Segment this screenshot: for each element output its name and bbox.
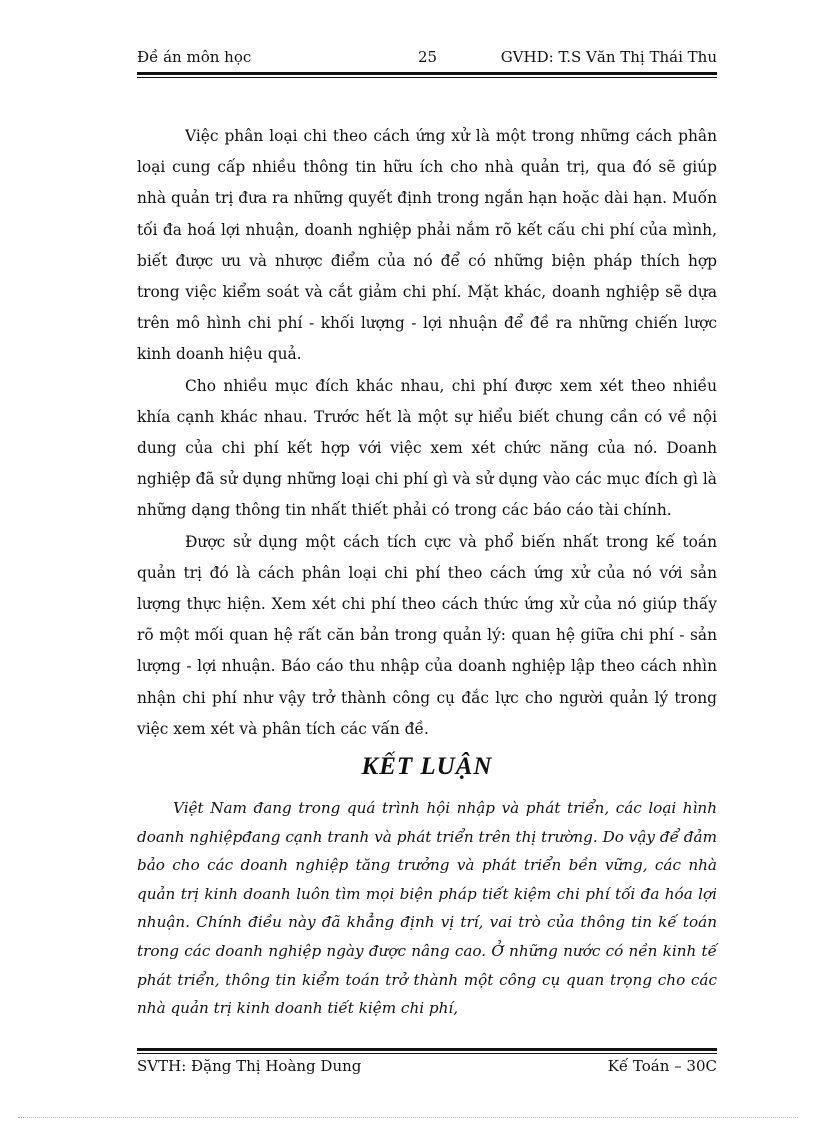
page-footer: [137, 1057, 717, 1079]
conclusion-section: [137, 794, 717, 1023]
body-paragraph: Được sử dụng một cách tích cực và phổ biến nhất trong kế toán quản trị đó là cách phân loại chi phí theo cách ứng xử của nó với sản lượng thực hiện. Xem xét chi phí theo cách thức ứng xử của nó giúp thấy rõ một mối quan hệ rất căn bản trong quản lý: quan hệ giữa chi phí - sản lượng - lợi nhuận. Báo cáo thu nhập của doanh nghiệp lập theo cách nhìn nhận chi phí như vậy trở thành công cụ đắc lực cho người quản lý trong việc xem xét và phân tích các vấn đề.: [137, 532, 717, 738]
conclusion-paragraph: Việt Nam đang trong quá trình hội nhập và phát triển, các loại hình doanh nghiệpđang cạnh tranh và phát triển trên thị trường. Do vậy để đảm bảo cho các doanh nghiệp tăng trưởng và phát triển bền vững, các nhà quản trị kinh doanh luôn tìm mọi biện pháp tiết kiệm chi phí tối đa hóa lợi nhuận. Chính điều này đã khẳng định vị trí, vai trò của thông tin kế toán trong các doanh nghiệp ngày được nâng cao. Ở những nước có nền kinh tế phát triển, thông tin kiểm toán trở thành một công cụ quan trọng cho các nhà quản trị kinh doanh tiết kiệm chi phí,: [137, 799, 717, 1018]
footer-rule-thick: [137, 1048, 717, 1051]
page-header: [137, 48, 717, 70]
body-paragraph: Cho nhiều mục đích khác nhau, chi phí được xem xét theo nhiều khía cạnh khác nhau. Trước hết là một sự hiểu biết chung cần có về nội dung của chi phí kết hợp với việc xem xét chức năng của nó. Doanh nghiệp đã sử dụng những loại chi phí gì và sử dụng vào các mục đích gì là những dạng thông tin nhất thiết phải có trong các báo cáo tài chính.: [137, 376, 717, 520]
page-number: 25: [418, 48, 438, 66]
header-rule-thick: [137, 72, 717, 75]
footer-class: Kế Toán – 30C: [607, 1057, 717, 1075]
footer-rule-thin: [137, 1053, 717, 1054]
header-rule-thin: [137, 77, 717, 78]
footer-student: SVTH: Đặng Thị Hoàng Dung: [137, 1057, 362, 1075]
body-paragraph: Việc phân loại chi theo cách ứng xử là một trong những cách phân loại cung cấp nhiều thông tin hữu ích cho nhà quản trị, qua đó sẽ giúp nhà quản trị đưa ra những quyết định trong ngắn hạn hoặc dài hạn. Muốn tối đa hoá lợi nhuận, doanh nghiệp phải nắm rõ kết cấu chi phí của mình, biết được ưu và nhược điểm của nó để có những biện pháp thích hợp trong việc kiểm soát và cắt giảm chi phí. Mặt khác, doanh nghiệp sẽ dựa trên mô hình chi phí - khối lượng - lợi nhuận để đề ra những chiến lược kinh doanh hiệu quả.: [137, 127, 717, 364]
body-section: [137, 121, 717, 745]
conclusion-heading: KẾT LUẬN: [361, 753, 493, 780]
header-course-title: Đề án môn học: [137, 48, 252, 66]
page-edge-divider: [18, 1117, 798, 1118]
header-supervisor: GVHD: T.S Văn Thị Thái Thu: [500, 48, 717, 66]
